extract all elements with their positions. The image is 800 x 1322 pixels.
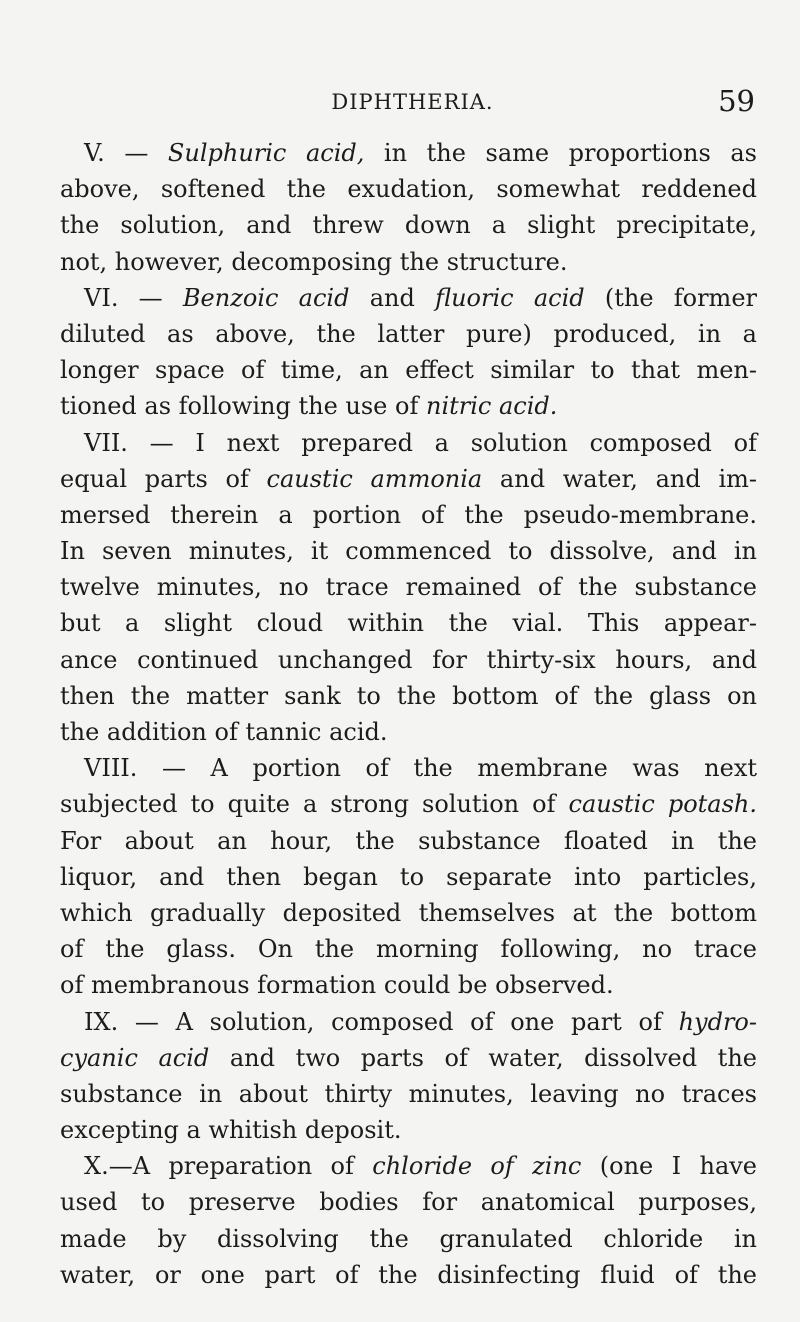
text-line: ance continued unchanged for thirty-six hours, and (60, 645, 757, 674)
text-line: For about an hour, the substance floated in the (60, 826, 757, 855)
text-line: made by dissolving the granulated chloride in (60, 1224, 757, 1253)
text-line: not, however, decomposing the structure. (60, 247, 568, 276)
page-number: 59 (718, 84, 755, 118)
running-head (70, 84, 755, 124)
text-line: IX. — A solution, composed of one part of hydro- (84, 1007, 757, 1036)
text-line: above, softened the exudation, somewhat reddened (60, 175, 757, 204)
body-text (60, 135, 757, 1293)
text-line: longer space of time, an effect similar to that men- (60, 356, 757, 385)
text-line: VIII. — A portion of the membrane was next (84, 754, 757, 783)
text-line: VII. — I next prepared a solution composed of (84, 428, 757, 457)
text-line: equal parts of caustic ammonia and water, and im- (60, 464, 757, 493)
running-title: DIPHTHERIA. (331, 90, 494, 114)
text-line: which gradually deposited themselves at the bottom (60, 898, 757, 927)
text-line: diluted as above, the latter pure) produced, in a (60, 319, 757, 348)
text-line: tioned as following the use of nitric acid. (60, 392, 558, 421)
text-line: then the matter sank to the bottom of the glass on (60, 681, 757, 710)
text-line: twelve minutes, no trace remained of the substance (60, 573, 757, 602)
text-line: VI. — Benzoic acid and fluoric acid (the former (84, 283, 757, 312)
text-line: of the glass. On the morning following, no trace (60, 935, 757, 964)
text-line: mersed therein a portion of the pseudo-membrane. (60, 500, 757, 529)
text-line: cyanic acid and two parts of water, dissolved the (60, 1043, 757, 1072)
text-line: used to preserve bodies for anatomical purposes, (60, 1188, 757, 1217)
text-line: the solution, and threw down a slight precipitate, (60, 211, 757, 240)
text-line: of membranous formation could be observed. (60, 971, 614, 1000)
text-line: subjected to quite a strong solution of caustic potash. (60, 790, 757, 819)
text-line: substance in about thirty minutes, leaving no traces (60, 1079, 757, 1108)
text-line: but a slight cloud within the vial. This appear- (60, 609, 757, 638)
text-line: excepting a whitish deposit. (60, 1116, 402, 1145)
text-line: liquor, and then began to separate into particles, (60, 862, 757, 891)
text-line: the addition of tannic acid. (60, 718, 388, 746)
text-line: V. — Sulphuric acid, in the same proportions as (84, 139, 757, 167)
text-line: water, or one part of the disinfecting fluid of the (60, 1260, 757, 1289)
text-line: X.—A preparation of chloride of zinc (one I have (84, 1152, 758, 1181)
text-line: In seven minutes, it commenced to dissolve, and in (60, 537, 757, 566)
